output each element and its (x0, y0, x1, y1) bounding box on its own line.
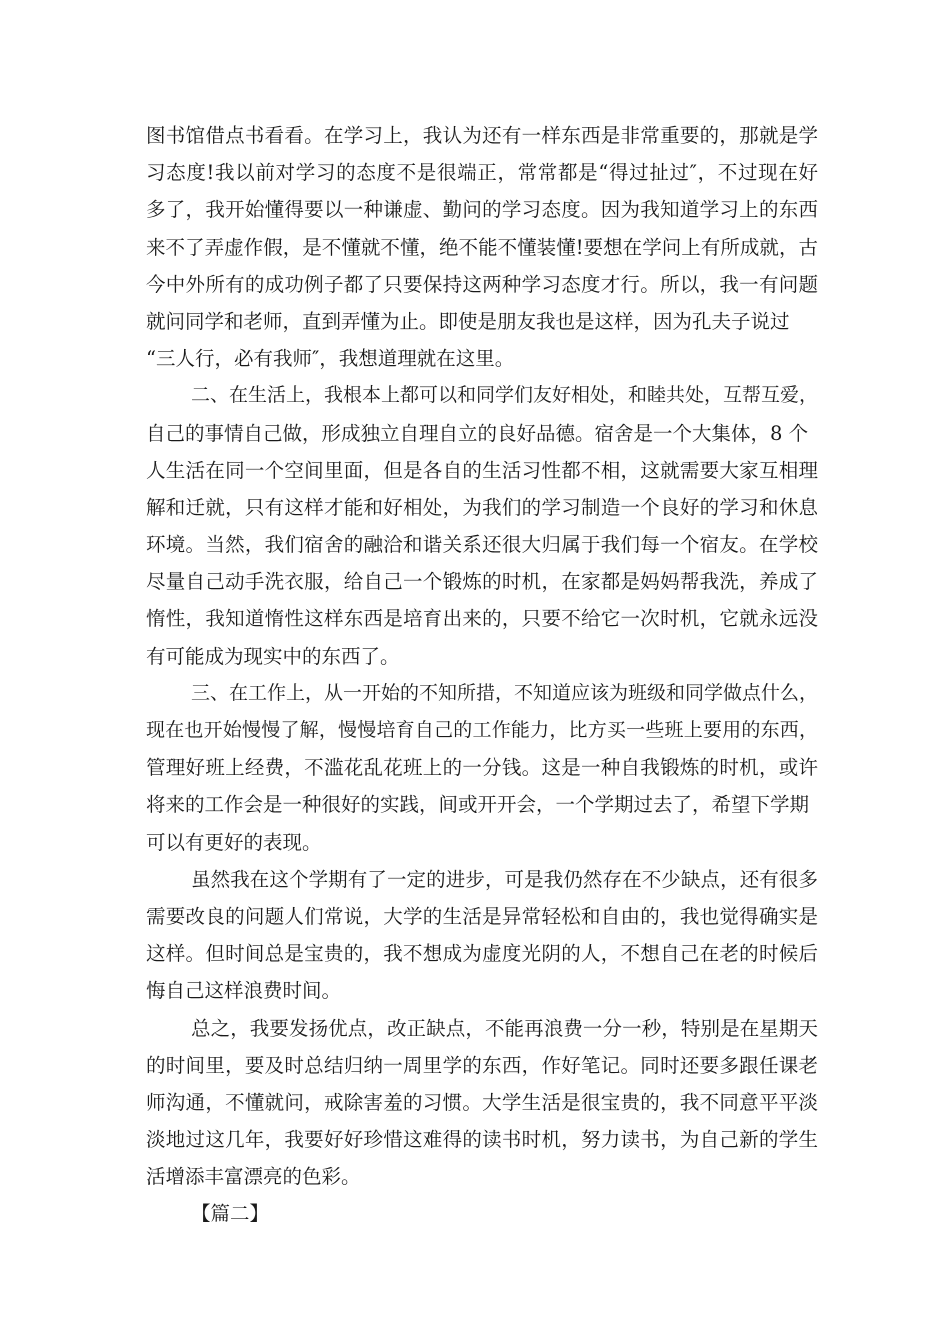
text-line: 惰性，我知道惰性这样东西是培育出来的，只要不给它一次时机，它就永远没 (146, 607, 818, 631)
text-line: 将来的工作会是一种很好的实践，间或开开会，一个学期过去了，希望下学期 (146, 793, 810, 817)
text-line: 可以有更好的表现。 (146, 830, 322, 854)
text-line: 三、在工作上，从一开始的不知所措，不知道应该为班级和同学做点什么， (191, 681, 819, 704)
text-line: 悔自己这样浪费时间。 (146, 979, 342, 1003)
text-line: 这样。但时间总是宝贵的，我不想成为虚度光阴的人，不想自己在老的时候后 (146, 942, 818, 966)
text-line: 尽量自己动手洗衣服，给自己一个锻炼的时机，在家都是妈妈帮我洗，养成了 (146, 570, 818, 594)
text-line: 活增添丰富漂亮的色彩。 (146, 1165, 361, 1189)
text-line: 管理好班上经费，不滥花乱花班上的一分钱。这是一种自我锻炼的时机，或许 (146, 756, 818, 780)
text-line: 需要改良的问题人们常说，大学的生活是异常轻松和自由的，我也觉得确实是 (146, 904, 818, 928)
text-line: 就问同学和老师，直到弄懂为止。即使是朋友我也是这样，因为孔夫子说过 (146, 309, 790, 333)
text-line: “三人行，必有我师″，我想道理就在这里。 (146, 347, 515, 371)
text-line: 习态度!我以前对学习的态度不是很端正，常常都是“得过扯过″，不过现在好 (146, 161, 818, 185)
text-line: 的时间里，要及时总结归纳一周里学的东西，作好笔记。同时还要多跟任课老 (146, 1053, 818, 1077)
text-line: 人生活在同一个空间里面，但是各自的生活习性都不相，这就需要大家互相理 (146, 458, 818, 482)
text-line: 淡地过这几年，我要好好珍惜这难得的读书时机，努力读书，为自己新的学生 (146, 1128, 818, 1152)
text-line: 二、在生活上，我根本上都可以和同学们友好相处，和睦共处，互帮互爱， (191, 384, 819, 407)
text-line: 有可能成为现实中的东西了。 (146, 644, 400, 668)
text-line: 环境。当然，我们宿舍的融洽和谐关系还很大归属于我们每一个宿友。在学校 (146, 533, 818, 557)
text-line: 来不了弄虚作假，是不懂就不懂，绝不能不懂装懂!要想在学问上有所成就，古 (146, 235, 818, 259)
text-line: 总之，我要发扬优点，改正缺点，不能再浪费一分一秒，特别是在星期天 (191, 1016, 818, 1040)
text-line: 自己的事情自己做，形成独立自理自立的良好品德。宿舍是一个大集体，8 个 (146, 421, 809, 445)
text-line: 现在也开始慢慢了解，慢慢培育自己的工作能力，比方买一些班上要用的东西， (146, 719, 818, 741)
text-line: 师沟通，不懂就问，戒除害羞的习惯。大学生活是很宝贵的，我不同意平平淡 (146, 1090, 818, 1114)
text-line: 多了，我开始懂得要以一种谦虚、勤问的学习态度。因为我知道学习上的东西 (146, 198, 818, 222)
document-body (146, 117, 818, 1233)
section-heading: 【篇二】 (191, 1202, 270, 1226)
text-line: 虽然我在这个学期有了一定的进步，可是我仍然存在不少缺点，还有很多 (191, 867, 818, 891)
text-line: 今中外所有的成功例子都了只要保持这两种学习态度才行。所以，我一有问题 (146, 272, 818, 296)
text-line: 解和迁就，只有这样才能和好相处，为我们的学习制造一个良好的学习和休息 (146, 495, 818, 519)
text-line: 图书馆借点书看看。在学习上，我认为还有一样东西是非常重要的，那就是学 (146, 124, 818, 147)
